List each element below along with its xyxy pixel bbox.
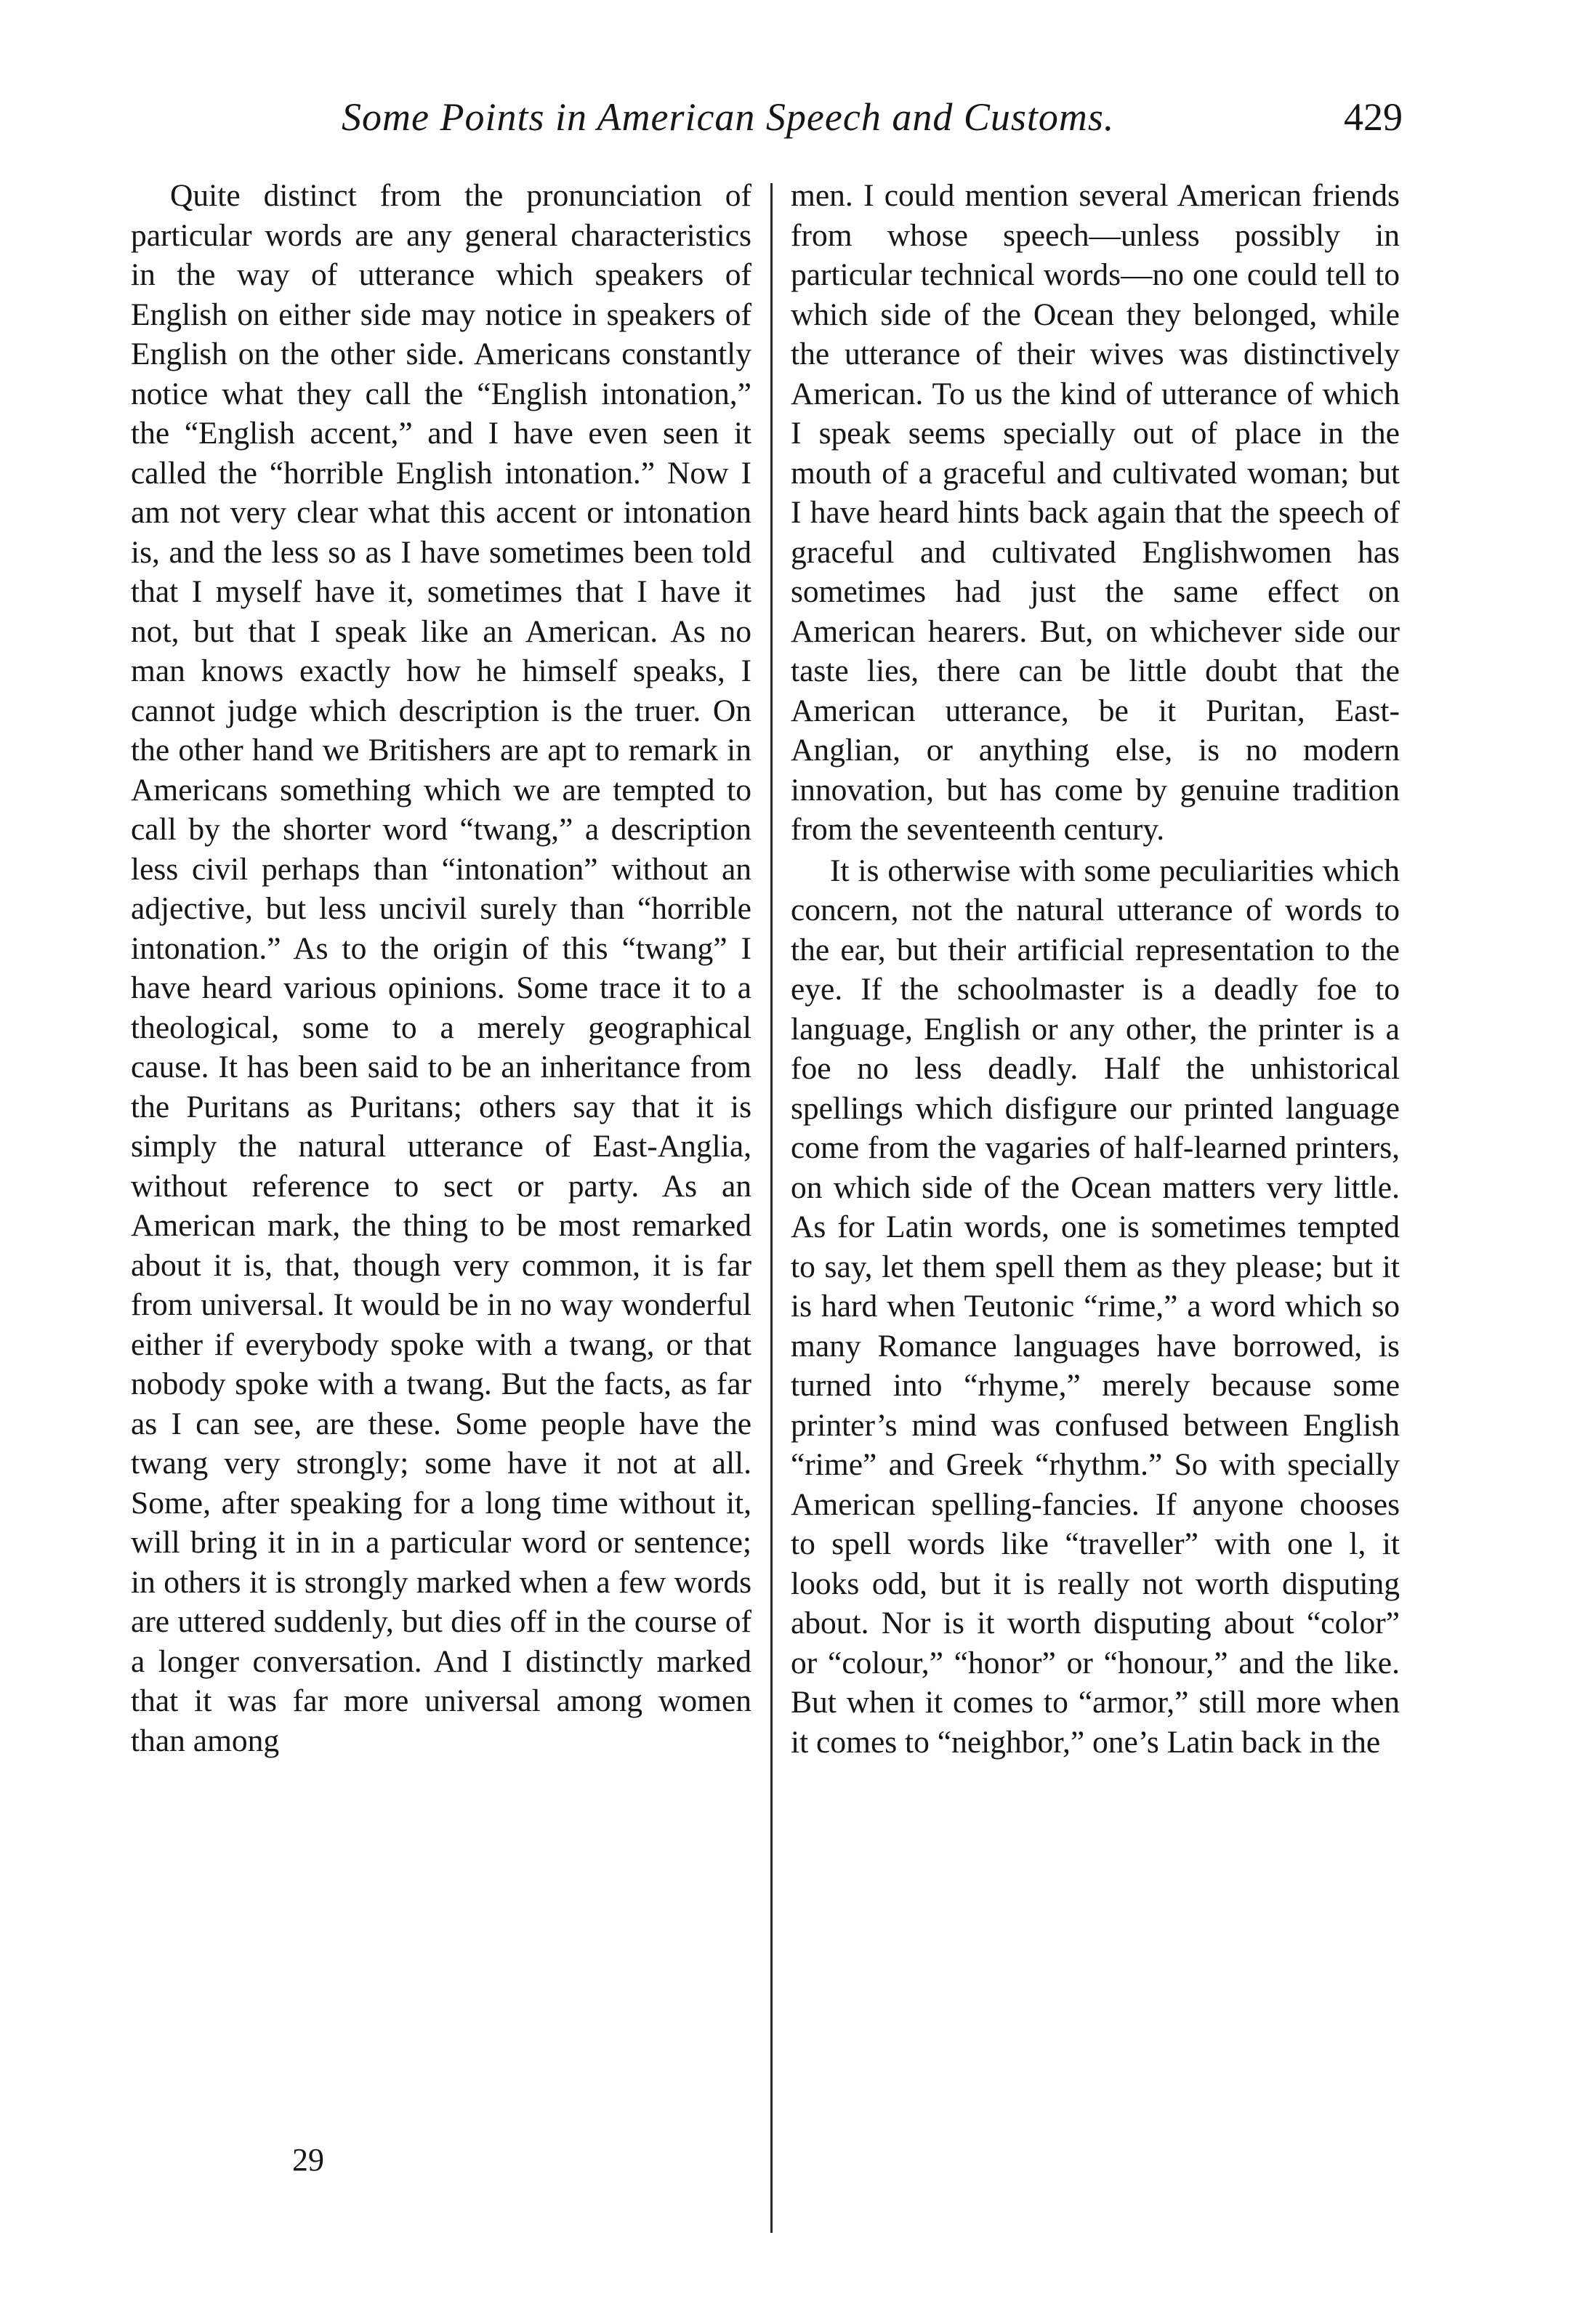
paragraph: Quite distinct from the pronunciation of particular words are any general characteristics in the way of utterance which speakers of English on either side may notice in speakers of English on the other side. Americans constantly notice what they call the “English intonation,” the “English accent,” and I have even seen it called the “horrible English intonation.” Now I am not very clear what this accent or intonation is, and the less so as I have sometimes been told that I myself have it, sometimes that I have it not, but that I speak like an American. As no man knows exactly how he himself speaks, I cannot judge which description is the truer. On the other hand we Britishers are apt to remark in Americans something which we are tempted to call by the shorter word “twang,” a description less civil perhaps than “intonation” without an adjective, but less uncivil surely than “horrible intonation.” As to the origin of this “twang” I have heard various opinions. Some trace it to a theological, some to a merely geographical cause. It has been said to be an inheritance from the Puritans as Puritans; others say that it is simply the natural utterance of East-Anglia, without reference to sect or party. As an American mark, the thing to be most remarked about it is, that, though very common, it is far from universal. It would be in no way wonderful either if everybody spoke with a twang, or that nobody spoke with a twang. But the facts, as far as I can see, are these. Some people have the twang very strongly; some have it not at all. Some, after speaking for a long time without it, will bring it in in a particular word or sentence; in others it is strongly marked when a few words are uttered suddenly, but dies off in the course of a longer conversation. And I distinctly marked that it was far more universal among women than among [131,178,751,1758]
signature-mark: 29 [292,2142,324,2178]
running-head [342,94,1403,153]
right-column [791,176,1400,1762]
paragraph: It is otherwise with some peculiarities which concern, not the natural utterance of words to the ear, but their artificial representation to the eye. If the schoolmaster is a deadly foe to language, English or any other, the printer is a foe no less deadly. Half the unhistorical spellings which disfigure our printed language come from the vagaries of half-learned printers, on which side of the Ocean matters very little. As for Latin words, one is sometimes tempted to say, let them spell them as they please; but it is hard when Teutonic “rime,” a word which so many Romance languages have borrowed, is turned into “rhyme,” merely because some printer’s mind was confused between English “rime” and Greek “rhythm.” So with specially American spelling-fancies. If anyone chooses to spell words like “traveller” with one l, it looks odd, but it is really not worth disputing about. Nor is it worth disputing about “color” or “colour,” “honor” or “honour,” and the like. But when it comes to “armor,” still more when it comes to “neighbor,” one’s Latin back in the [791,853,1400,1760]
column-divider [770,183,773,2233]
left-column [131,176,751,1760]
running-title: Some Points in American Speech and Customs. [342,95,1115,139]
paragraph: men. I could mention several American friends from whose speech—unless possibly in particular technical words—no one could tell to which side of the Ocean they belonged, while the utterance of their wives was distinctively American. To us the kind of utterance of which I speak seems specially out of place in the mouth of a graceful and cultivated woman; but I have heard hints back again that the speech of graceful and cultivated Englishwomen has sometimes had just the same effect on American hearers. But, on whichever side our taste lies, there can be little doubt that the American utterance, be it Puritan, East-Anglian, or anything else, is no modern innovation, but has come by genuine tradition from the seventeenth century. [791,178,1400,847]
page-number: 429 [1344,95,1403,139]
